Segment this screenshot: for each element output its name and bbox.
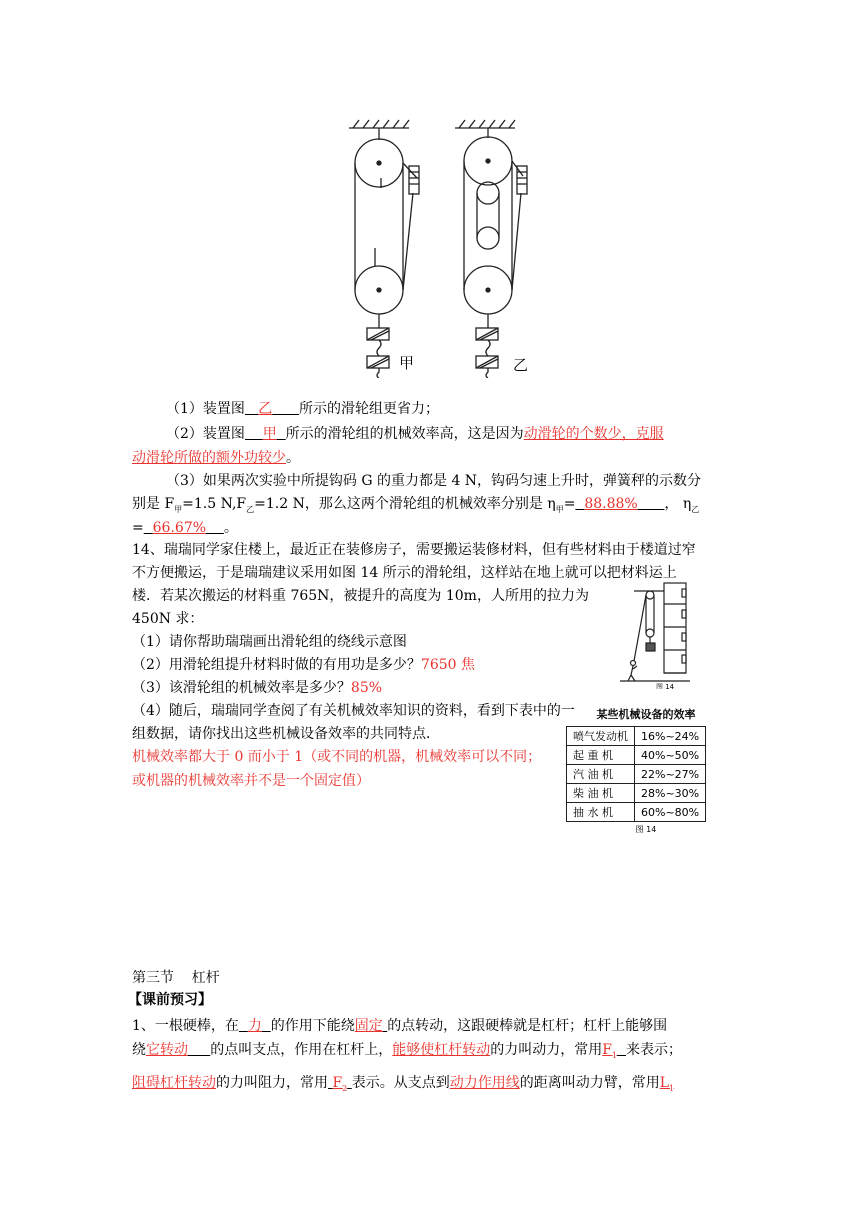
answer-force-line: 动力作用线 xyxy=(449,1075,520,1091)
label-yi: 乙 xyxy=(513,356,529,374)
preview-heading: 【课前预习】 xyxy=(128,992,212,1008)
q13-answer-2: 甲 xyxy=(262,426,277,442)
section-heading: 第三节 杠杆 xyxy=(132,970,220,986)
eta-yi-answer: 66.67% xyxy=(152,520,207,536)
answer-f2: $F_2$ xyxy=(332,1075,348,1093)
pulley-figure xyxy=(345,118,575,378)
table-row: 起 重 机 40%~50% xyxy=(567,746,706,765)
figure-14-building xyxy=(620,577,720,689)
q14-sub4-line2: 组数据，请你找出这些机械设备效率的共同特点． xyxy=(132,726,440,742)
q13-part1: （1）装置图 乙 所示的滑轮组更省力； xyxy=(166,401,439,417)
efficiency-table xyxy=(566,726,706,822)
table-row: 抽 水 机 60%~80% xyxy=(567,803,706,822)
table-row: 柴 油 机 28%~30% xyxy=(567,784,706,803)
q14-line4: 450N 求： xyxy=(132,611,204,627)
q13-part3-line3: = 66.67% 。 xyxy=(132,520,238,536)
q14-sub4-line1: （4）随后，瑞瑞同学查阅了有关机械效率知识的资料，看到下表中的一 xyxy=(132,703,575,719)
table-row: 喷气发动机 16%~24% xyxy=(567,727,706,746)
q14-line2: 不方便搬运，于是瑞瑞建议采用如图 14 所示的滑轮组，这样站在地上就可以把材料运上 xyxy=(132,565,677,581)
figure-14-label: 图 14 xyxy=(656,683,675,689)
q14-sub2: （2）用滑轮组提升材料时做的有用功是多少？7650 焦 xyxy=(132,657,475,673)
answer-force: 力 xyxy=(247,1018,262,1034)
efficiency-table-block xyxy=(566,706,726,835)
q13-reason-b: 动滑轮所做的额外功较少 xyxy=(132,450,286,466)
lever-line3: 阻碍杠杆转动的力叫阻力，常用 $F_2$ 表示。从支点到动力作用线的距离叫动力臂，常用$L_1$ xyxy=(132,1075,675,1093)
lever-line2: 绕它转动 的点叫支点，作用在杠杆上，能够使杠杆转动的力叫动力，常用$F_1$ 来表示； xyxy=(132,1042,682,1060)
pulley-jia xyxy=(349,120,419,378)
eta-jia-answer: 88.88% xyxy=(584,496,638,512)
answer-f1: $F_1$ xyxy=(602,1042,618,1060)
answer-l1: $L_1$ xyxy=(659,1075,675,1093)
q13-part2: （2）装置图 甲 所示的滑轮组的机械效率高，这是因为动滑轮的个数少，克服 xyxy=(166,426,664,442)
q13-reason-a: 动滑轮的个数少，克服 xyxy=(523,426,664,442)
q14-line1: 14、瑞瑞同学家住楼上，最近正在装修房子，需要搬运装修材料，但有些材料由于楼道过窄 xyxy=(132,542,696,558)
answer-rotate: 它转动 xyxy=(146,1042,188,1058)
q13-answer-1: 乙 xyxy=(258,401,273,417)
q13-part3-line2: 别是 $F_甲=1.5$ $N,F_乙=1.2$ N，那么这两个滑轮组的机械效率分别是 $\eta_甲= 88.88\%$ ， $\eta_乙$ xyxy=(132,496,700,514)
table-row: 汽 油 机 22%~27% xyxy=(567,765,706,784)
answer-resist: 阻碍杠杆转动 xyxy=(132,1075,216,1091)
efficiency-table-caption: 图 14 xyxy=(635,825,657,834)
answer-fixed: 固定 xyxy=(354,1018,383,1034)
efficiency-table-title: 某些机械设备的效率 xyxy=(596,708,696,721)
answer-make-rotate: 能够使杠杆转动 xyxy=(392,1042,491,1058)
q14-answer-4-line1: 机械效率都大于 0 而小于 1（或不同的机器，机械效率可以不同； xyxy=(132,749,542,765)
q14-sub3: （3）该滑轮组的机械效率是多少？85% xyxy=(132,680,383,696)
q14-answer-4-line2: 或机器的机械效率并不是一个固定值） xyxy=(132,773,370,789)
q13-part3-line1: （3）如果两次实验中所提钩码 G 的重力都是 4 N，钩码匀速上升时，弹簧秤的示数分 xyxy=(166,473,702,489)
pulley-yi xyxy=(455,120,527,378)
q14-sub1: （1）请你帮助瑞瑞画出滑轮组的绕线示意图 xyxy=(132,634,407,650)
q14-answer-3: 85% xyxy=(350,680,383,696)
q14-line3: 楼．若某次搬运的材料重 765N，被提升的高度为 10m，人所用的拉力为 xyxy=(132,588,589,604)
q14-answer-2: 7650 焦 xyxy=(420,657,475,673)
lever-line1: 1、一根硬棒，在 力 的作用下能绕固定 的点转动，这跟硬棒就是杠杆；杠杆上能够围 xyxy=(132,1018,668,1034)
q13-part2-cont: 动滑轮所做的额外功较少。 xyxy=(132,450,300,466)
label-jia: 甲 xyxy=(399,354,415,372)
